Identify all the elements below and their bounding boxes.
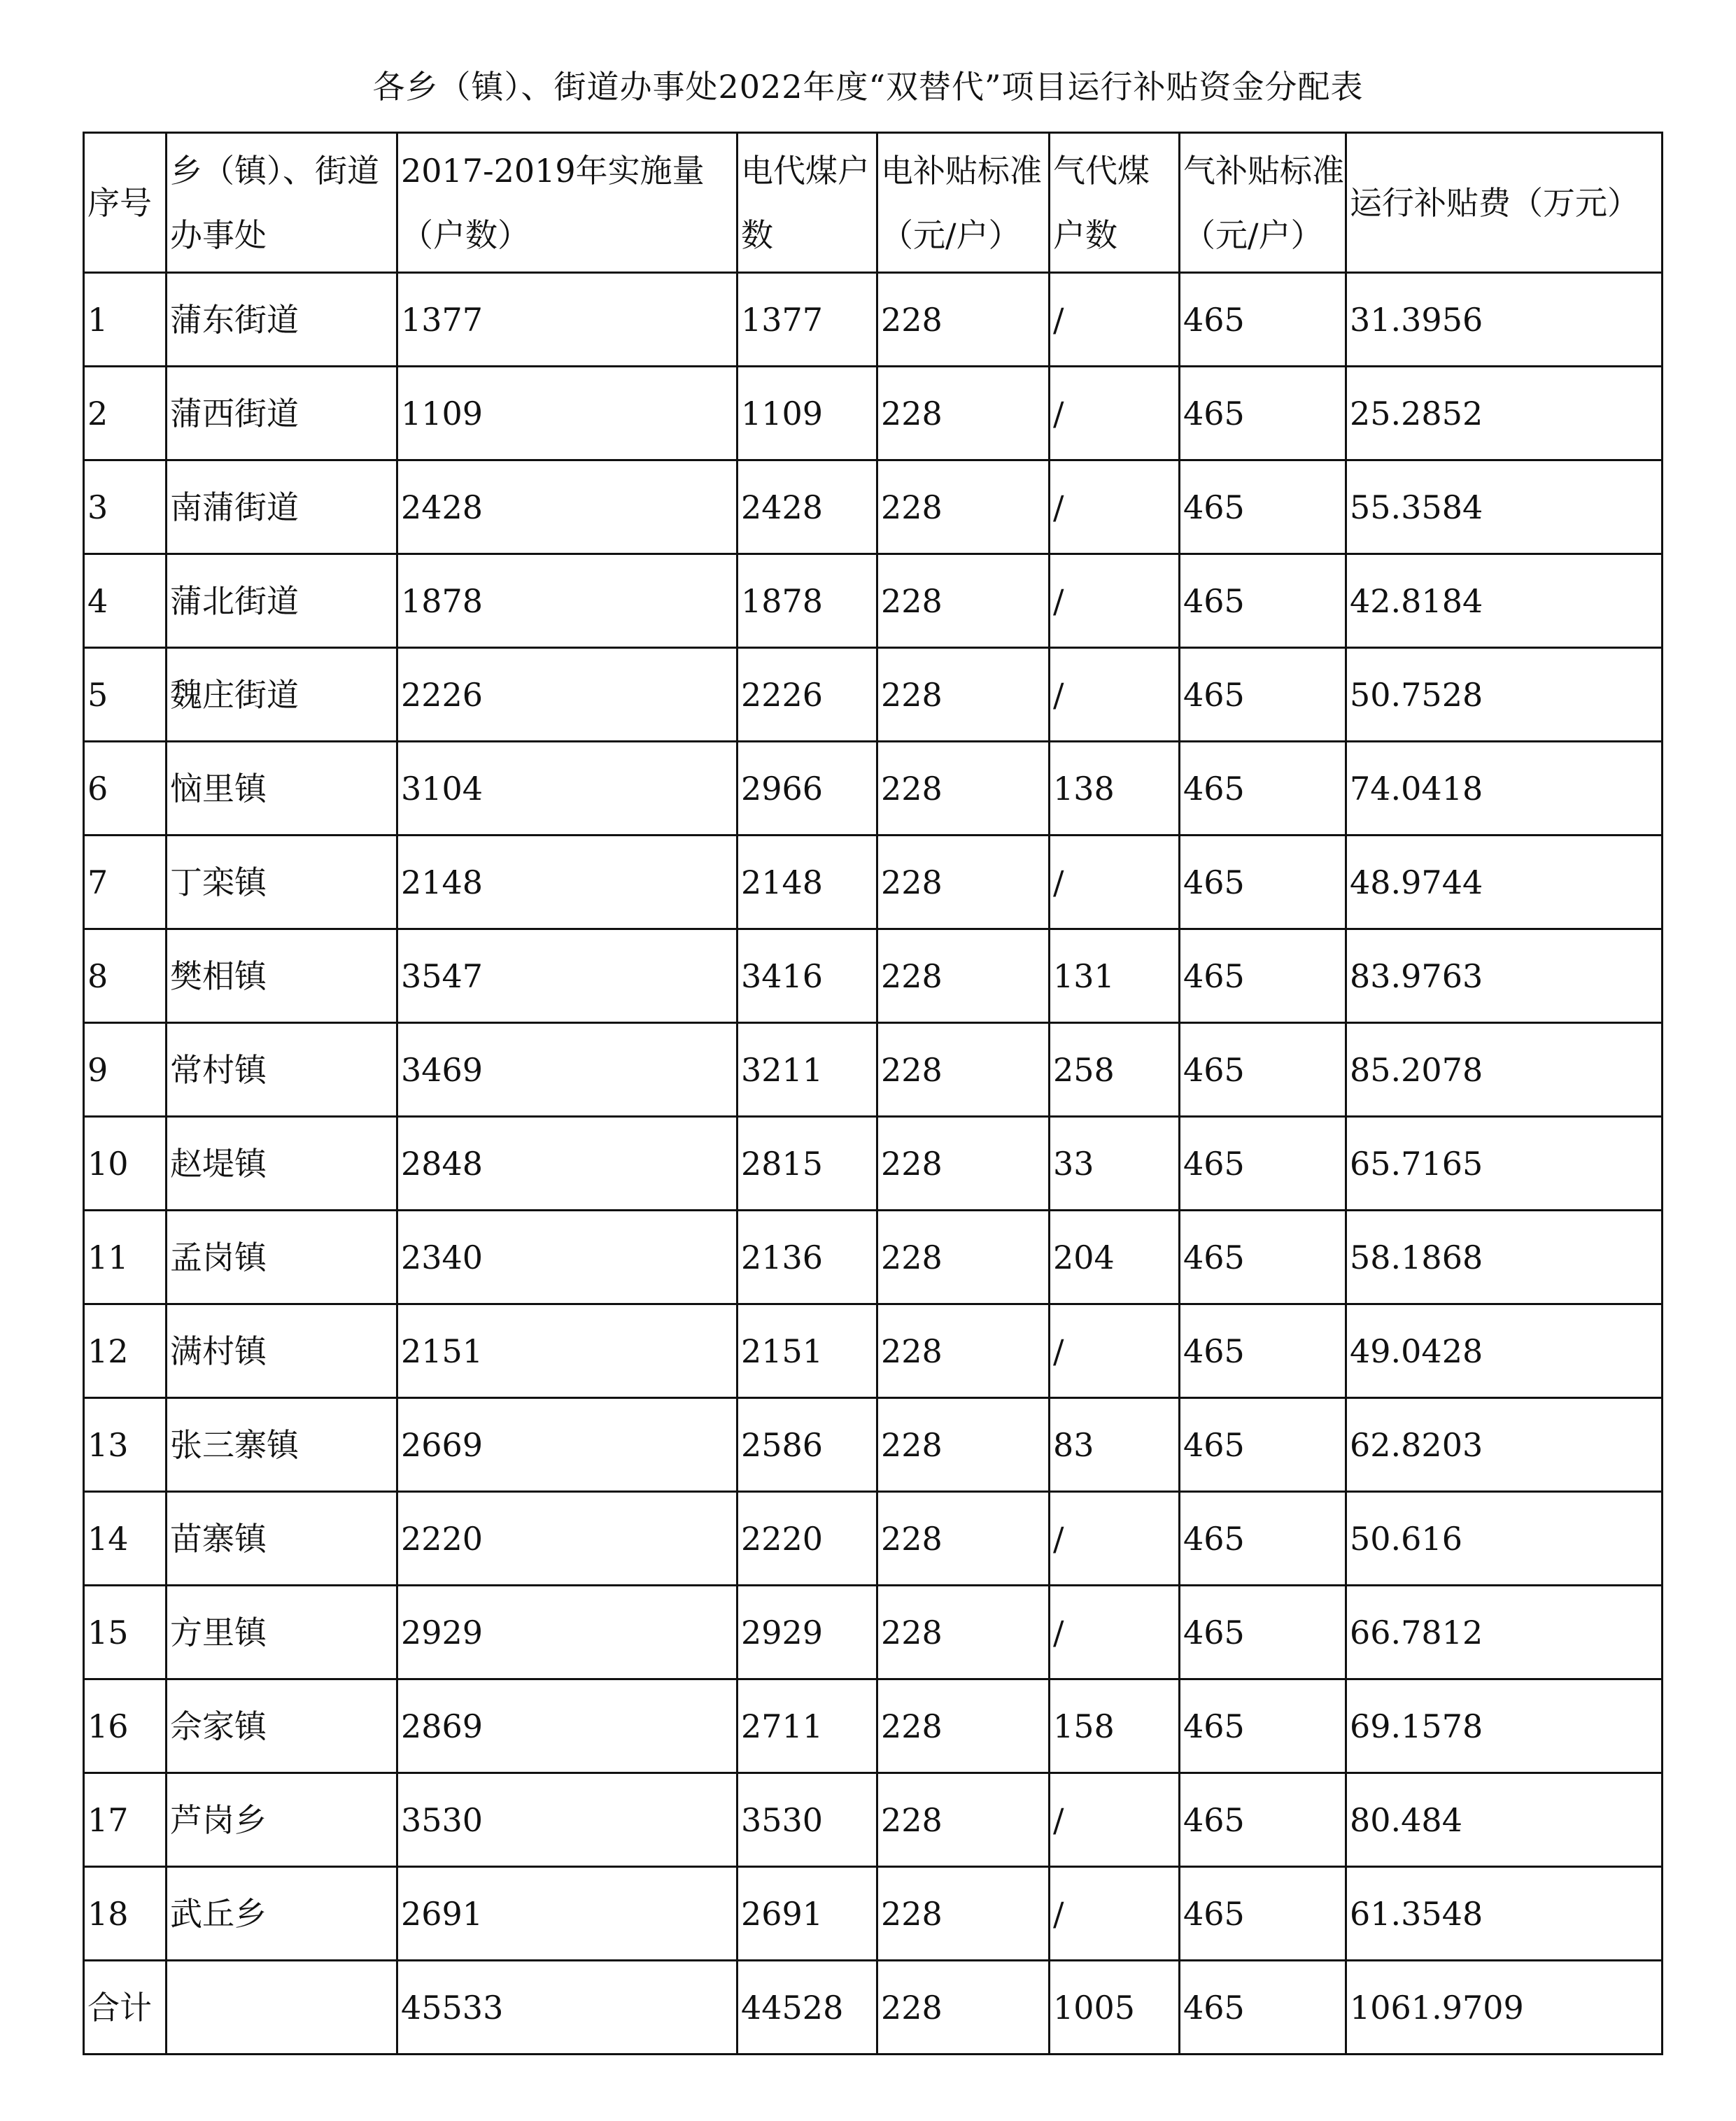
implemented-cell: 1109 bbox=[397, 367, 738, 460]
table-row bbox=[84, 1492, 1663, 1586]
gas-households-cell: / bbox=[1050, 1304, 1180, 1398]
table-row bbox=[84, 1867, 1663, 1961]
electric-households-cell: 3416 bbox=[738, 929, 877, 1023]
subsidy-cell: 55.3584 bbox=[1346, 460, 1663, 554]
electric-households-cell: 2428 bbox=[738, 460, 877, 554]
seq-cell: 18 bbox=[84, 1867, 167, 1961]
table-row bbox=[84, 1304, 1663, 1398]
header-cell-implemented: 2017-2019年实施量（户数） bbox=[397, 133, 738, 273]
district-cell: 恼里镇 bbox=[167, 742, 397, 836]
allocation-table bbox=[83, 132, 1663, 2055]
subsidy-cell: 74.0418 bbox=[1346, 742, 1663, 836]
total-seq-cell: 合计 bbox=[84, 1961, 167, 2055]
header-cell-electric-standard: 电补贴标准（元/户） bbox=[877, 133, 1050, 273]
implemented-cell: 2226 bbox=[397, 648, 738, 742]
electric-standard-cell: 228 bbox=[877, 1679, 1050, 1773]
subsidy-cell: 25.2852 bbox=[1346, 367, 1663, 460]
gas-standard-cell: 465 bbox=[1180, 1211, 1346, 1304]
implemented-cell: 3547 bbox=[397, 929, 738, 1023]
gas-households-cell: / bbox=[1050, 1867, 1180, 1961]
electric-households-cell: 2586 bbox=[738, 1398, 877, 1492]
gas-standard-cell: 465 bbox=[1180, 1492, 1346, 1586]
gas-households-cell: / bbox=[1050, 460, 1180, 554]
subsidy-cell: 42.8184 bbox=[1346, 554, 1663, 648]
implemented-cell: 3104 bbox=[397, 742, 738, 836]
district-cell: 张三寨镇 bbox=[167, 1398, 397, 1492]
district-cell: 苗寨镇 bbox=[167, 1492, 397, 1586]
gas-standard-cell: 465 bbox=[1180, 1117, 1346, 1211]
total-gas-standard-cell: 465 bbox=[1180, 1961, 1346, 2055]
seq-cell: 13 bbox=[84, 1398, 167, 1492]
district-cell: 赵堤镇 bbox=[167, 1117, 397, 1211]
seq-cell: 3 bbox=[84, 460, 167, 554]
seq-cell: 10 bbox=[84, 1117, 167, 1211]
seq-cell: 16 bbox=[84, 1679, 167, 1773]
gas-standard-cell: 465 bbox=[1180, 1679, 1346, 1773]
header-cell-district: 乡（镇）、街道办事处 bbox=[167, 133, 397, 273]
gas-households-cell: / bbox=[1050, 836, 1180, 929]
table-row bbox=[84, 554, 1663, 648]
gas-households-cell: / bbox=[1050, 1586, 1180, 1679]
header-cell-electric-households: 电代煤户数 bbox=[738, 133, 877, 273]
gas-standard-cell: 465 bbox=[1180, 742, 1346, 836]
gas-households-cell: 33 bbox=[1050, 1117, 1180, 1211]
header-cell-gas-households: 气代煤户数 bbox=[1050, 133, 1180, 273]
electric-standard-cell: 228 bbox=[877, 1492, 1050, 1586]
implemented-cell: 1878 bbox=[397, 554, 738, 648]
subsidy-cell: 83.9763 bbox=[1346, 929, 1663, 1023]
electric-households-cell: 2226 bbox=[738, 648, 877, 742]
gas-households-cell: / bbox=[1050, 367, 1180, 460]
gas-households-cell: 138 bbox=[1050, 742, 1180, 836]
district-cell: 佘家镇 bbox=[167, 1679, 397, 1773]
implemented-cell: 2340 bbox=[397, 1211, 738, 1304]
electric-standard-cell: 228 bbox=[877, 929, 1050, 1023]
seq-cell: 7 bbox=[84, 836, 167, 929]
total-district-cell bbox=[167, 1961, 397, 2055]
electric-standard-cell: 228 bbox=[877, 1304, 1050, 1398]
implemented-cell: 3530 bbox=[397, 1773, 738, 1867]
electric-standard-cell: 228 bbox=[877, 1398, 1050, 1492]
seq-cell: 12 bbox=[84, 1304, 167, 1398]
gas-standard-cell: 465 bbox=[1180, 1398, 1346, 1492]
subsidy-cell: 69.1578 bbox=[1346, 1679, 1663, 1773]
seq-cell: 11 bbox=[84, 1211, 167, 1304]
seq-cell: 4 bbox=[84, 554, 167, 648]
gas-households-cell: / bbox=[1050, 1492, 1180, 1586]
subsidy-cell: 65.7165 bbox=[1346, 1117, 1663, 1211]
district-cell: 方里镇 bbox=[167, 1586, 397, 1679]
district-cell: 蒲北街道 bbox=[167, 554, 397, 648]
header-cell-subsidy: 运行补贴费（万元） bbox=[1346, 133, 1663, 273]
gas-households-cell: 204 bbox=[1050, 1211, 1180, 1304]
electric-households-cell: 3211 bbox=[738, 1023, 877, 1117]
electric-standard-cell: 228 bbox=[877, 1586, 1050, 1679]
page-title: 各乡（镇）、街道办事处2022年度“双替代”项目运行补贴资金分配表 bbox=[372, 68, 1364, 106]
seq-cell: 2 bbox=[84, 367, 167, 460]
implemented-cell: 2220 bbox=[397, 1492, 738, 1586]
implemented-cell: 2848 bbox=[397, 1117, 738, 1211]
electric-standard-cell: 228 bbox=[877, 460, 1050, 554]
electric-households-cell: 2220 bbox=[738, 1492, 877, 1586]
electric-households-cell: 1109 bbox=[738, 367, 877, 460]
table-row bbox=[84, 836, 1663, 929]
electric-standard-cell: 228 bbox=[877, 273, 1050, 367]
gas-standard-cell: 465 bbox=[1180, 554, 1346, 648]
subsidy-cell: 85.2078 bbox=[1346, 1023, 1663, 1117]
total-electric-households-cell: 44528 bbox=[738, 1961, 877, 2055]
gas-standard-cell: 465 bbox=[1180, 929, 1346, 1023]
implemented-cell: 2428 bbox=[397, 460, 738, 554]
electric-households-cell: 2691 bbox=[738, 1867, 877, 1961]
seq-cell: 9 bbox=[84, 1023, 167, 1117]
gas-standard-cell: 465 bbox=[1180, 836, 1346, 929]
subsidy-cell: 50.616 bbox=[1346, 1492, 1663, 1586]
table-row bbox=[84, 1211, 1663, 1304]
district-cell: 丁栾镇 bbox=[167, 836, 397, 929]
seq-cell: 17 bbox=[84, 1773, 167, 1867]
total-gas-households-cell: 1005 bbox=[1050, 1961, 1180, 2055]
gas-households-cell: / bbox=[1050, 273, 1180, 367]
subsidy-cell: 61.3548 bbox=[1346, 1867, 1663, 1961]
implemented-cell: 2929 bbox=[397, 1586, 738, 1679]
gas-standard-cell: 465 bbox=[1180, 460, 1346, 554]
electric-households-cell: 2929 bbox=[738, 1586, 877, 1679]
implemented-cell: 1377 bbox=[397, 273, 738, 367]
gas-standard-cell: 465 bbox=[1180, 1023, 1346, 1117]
electric-households-cell: 1878 bbox=[738, 554, 877, 648]
table-row bbox=[84, 1586, 1663, 1679]
seq-cell: 15 bbox=[84, 1586, 167, 1679]
gas-standard-cell: 465 bbox=[1180, 1304, 1346, 1398]
electric-standard-cell: 228 bbox=[877, 1211, 1050, 1304]
total-electric-standard-cell: 228 bbox=[877, 1961, 1050, 2055]
table-row bbox=[84, 648, 1663, 742]
gas-households-cell: / bbox=[1050, 648, 1180, 742]
district-cell: 武丘乡 bbox=[167, 1867, 397, 1961]
gas-households-cell: / bbox=[1050, 554, 1180, 648]
electric-standard-cell: 228 bbox=[877, 836, 1050, 929]
table-row bbox=[84, 1117, 1663, 1211]
gas-households-cell: 158 bbox=[1050, 1679, 1180, 1773]
seq-cell: 14 bbox=[84, 1492, 167, 1586]
seq-cell: 6 bbox=[84, 742, 167, 836]
electric-standard-cell: 228 bbox=[877, 1773, 1050, 1867]
district-cell: 蒲东街道 bbox=[167, 273, 397, 367]
table-row bbox=[84, 1023, 1663, 1117]
implemented-cell: 2669 bbox=[397, 1398, 738, 1492]
seq-cell: 1 bbox=[84, 273, 167, 367]
table-row bbox=[84, 1773, 1663, 1867]
electric-households-cell: 2151 bbox=[738, 1304, 877, 1398]
table-row bbox=[84, 1398, 1663, 1492]
subsidy-cell: 48.9744 bbox=[1346, 836, 1663, 929]
electric-standard-cell: 228 bbox=[877, 1117, 1050, 1211]
implemented-cell: 2151 bbox=[397, 1304, 738, 1398]
electric-households-cell: 2136 bbox=[738, 1211, 877, 1304]
electric-households-cell: 1377 bbox=[738, 273, 877, 367]
implemented-cell: 2691 bbox=[397, 1867, 738, 1961]
seq-cell: 5 bbox=[84, 648, 167, 742]
electric-standard-cell: 228 bbox=[877, 1867, 1050, 1961]
electric-standard-cell: 228 bbox=[877, 742, 1050, 836]
gas-households-cell: 131 bbox=[1050, 929, 1180, 1023]
subsidy-cell: 50.7528 bbox=[1346, 648, 1663, 742]
table-row bbox=[84, 1679, 1663, 1773]
gas-standard-cell: 465 bbox=[1180, 1773, 1346, 1867]
table-row bbox=[84, 929, 1663, 1023]
implemented-cell: 2148 bbox=[397, 836, 738, 929]
gas-standard-cell: 465 bbox=[1180, 367, 1346, 460]
implemented-cell: 2869 bbox=[397, 1679, 738, 1773]
gas-households-cell: 83 bbox=[1050, 1398, 1180, 1492]
table-row bbox=[84, 742, 1663, 836]
electric-standard-cell: 228 bbox=[877, 367, 1050, 460]
total-subsidy-cell: 1061.9709 bbox=[1346, 1961, 1663, 2055]
district-cell: 芦岗乡 bbox=[167, 1773, 397, 1867]
district-cell: 南蒲街道 bbox=[167, 460, 397, 554]
electric-households-cell: 3530 bbox=[738, 1773, 877, 1867]
table-body bbox=[84, 273, 1663, 2055]
gas-standard-cell: 465 bbox=[1180, 1586, 1346, 1679]
table-row bbox=[84, 273, 1663, 367]
subsidy-cell: 58.1868 bbox=[1346, 1211, 1663, 1304]
table-header-row bbox=[84, 133, 1663, 273]
table-row bbox=[84, 367, 1663, 460]
electric-standard-cell: 228 bbox=[877, 648, 1050, 742]
total-implemented-cell: 45533 bbox=[397, 1961, 738, 2055]
gas-households-cell: 258 bbox=[1050, 1023, 1180, 1117]
gas-standard-cell: 465 bbox=[1180, 648, 1346, 742]
district-cell: 满村镇 bbox=[167, 1304, 397, 1398]
electric-households-cell: 2815 bbox=[738, 1117, 877, 1211]
electric-households-cell: 2148 bbox=[738, 836, 877, 929]
gas-households-cell: / bbox=[1050, 1773, 1180, 1867]
seq-cell: 8 bbox=[84, 929, 167, 1023]
electric-standard-cell: 228 bbox=[877, 554, 1050, 648]
subsidy-cell: 49.0428 bbox=[1346, 1304, 1663, 1398]
district-cell: 常村镇 bbox=[167, 1023, 397, 1117]
header-cell-seq: 序号 bbox=[84, 133, 167, 273]
table-row bbox=[84, 460, 1663, 554]
implemented-cell: 3469 bbox=[397, 1023, 738, 1117]
district-cell: 魏庄街道 bbox=[167, 648, 397, 742]
district-cell: 樊相镇 bbox=[167, 929, 397, 1023]
gas-standard-cell: 465 bbox=[1180, 273, 1346, 367]
total-row bbox=[84, 1961, 1663, 2055]
electric-households-cell: 2711 bbox=[738, 1679, 877, 1773]
subsidy-cell: 62.8203 bbox=[1346, 1398, 1663, 1492]
electric-households-cell: 2966 bbox=[738, 742, 877, 836]
subsidy-cell: 31.3956 bbox=[1346, 273, 1663, 367]
district-cell: 孟岗镇 bbox=[167, 1211, 397, 1304]
electric-standard-cell: 228 bbox=[877, 1023, 1050, 1117]
subsidy-cell: 80.484 bbox=[1346, 1773, 1663, 1867]
header-cell-gas-standard: 气补贴标准（元/户） bbox=[1180, 133, 1346, 273]
gas-standard-cell: 465 bbox=[1180, 1867, 1346, 1961]
district-cell: 蒲西街道 bbox=[167, 367, 397, 460]
subsidy-cell: 66.7812 bbox=[1346, 1586, 1663, 1679]
